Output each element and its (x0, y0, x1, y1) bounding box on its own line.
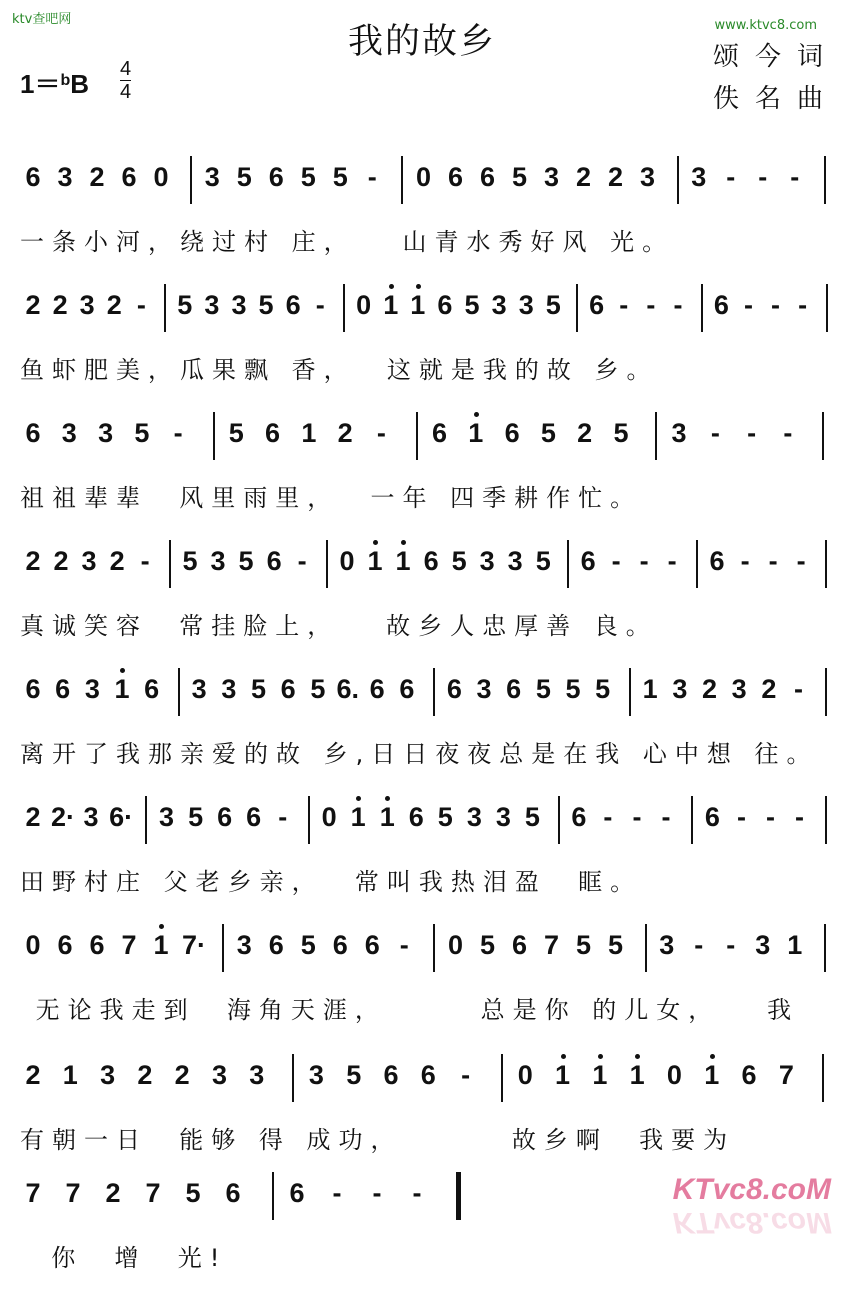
barline (178, 668, 180, 716)
octave-up-dot (561, 1054, 566, 1059)
barline (655, 412, 657, 460)
lyrics-line: 无论我走到 海角天涯， 总是你 的儿女， 我 (20, 996, 800, 1024)
time-signature (120, 60, 131, 101)
note-extension: - (667, 546, 677, 576)
note-extension: - (399, 930, 409, 960)
note: 2· (51, 802, 76, 832)
note: 2 (52, 290, 68, 320)
note: 5 (250, 674, 267, 704)
barline (222, 924, 224, 972)
lyrics-line: 离开了我那亲爱的故 乡,日日夜夜总是在我 心中想 往。 (20, 740, 819, 768)
barline (822, 412, 824, 460)
note-extension: - (278, 802, 288, 832)
note: 5 (332, 162, 348, 192)
note: 3 (83, 802, 99, 832)
barline (272, 1172, 274, 1220)
note: 3 (518, 290, 534, 320)
note: 7 (145, 1178, 161, 1208)
octave-up-dot (385, 796, 390, 801)
note: 1 (468, 418, 484, 448)
note: 2 (137, 1060, 153, 1090)
note: 6 (289, 1178, 305, 1208)
note: 6 (383, 1060, 399, 1090)
note: 3 (495, 802, 511, 832)
note-extension: - (140, 546, 150, 576)
note-extension: - (710, 418, 720, 448)
note-extension: - (332, 1178, 342, 1208)
note: 5 (437, 802, 453, 832)
note: 0 (447, 930, 464, 960)
note: 3 (544, 162, 560, 192)
note: 5 (613, 418, 629, 448)
note: 5 (182, 546, 198, 576)
note-extension: - (376, 418, 386, 448)
note: 3 (221, 674, 237, 704)
note: 3 (659, 930, 675, 960)
note: 2 (25, 290, 41, 320)
note-extension: - (372, 1178, 382, 1208)
flat-sign: b (60, 72, 71, 89)
note: 7 (65, 1178, 81, 1208)
note: 6 (447, 162, 464, 192)
key-signature: 1＝$^b$B (20, 69, 90, 99)
note-extension: - (743, 290, 753, 320)
barline (213, 412, 215, 460)
note-extension: - (173, 418, 183, 448)
note: 5 (300, 930, 316, 960)
note-extension: - (766, 802, 775, 832)
song-title: 我的故乡 (348, 22, 497, 62)
note-extension: - (315, 290, 325, 320)
note: 3 (231, 290, 247, 320)
note: 0 (153, 162, 169, 192)
lyricist-credit: 颂今词 (712, 42, 839, 72)
note-extension: - (726, 930, 736, 960)
notation-system (0, 792, 861, 922)
note: 7 (544, 930, 560, 960)
note: 1 (153, 930, 169, 960)
notation-system (0, 1050, 861, 1180)
note-extension: - (461, 1060, 471, 1090)
note: 2 (105, 1178, 121, 1208)
note-extension: - (412, 1178, 422, 1208)
lyrics-line: 你 增 光! (20, 1244, 228, 1272)
note: 3 (308, 1060, 324, 1090)
barline (629, 668, 631, 716)
note: 6 (704, 802, 720, 832)
note: 6 (589, 290, 605, 320)
note: 5 (300, 162, 316, 192)
barline (326, 540, 328, 588)
note: 6 (399, 674, 415, 704)
barline (169, 540, 171, 588)
note: 1 (379, 802, 395, 832)
note: 6 (144, 674, 160, 704)
octave-up-dot (120, 668, 125, 673)
note: 2 (761, 674, 777, 704)
note: 2 (89, 162, 105, 192)
note: 1 (787, 930, 803, 960)
note: 6. (336, 674, 360, 704)
notation-line (0, 152, 861, 224)
note: 3 (57, 162, 73, 192)
notation-line (0, 920, 861, 992)
note-extension: - (747, 418, 757, 448)
note: 3 (84, 674, 100, 704)
note: 1 (383, 290, 399, 320)
barline (416, 412, 418, 460)
note: 5 (524, 802, 540, 832)
notation-system (0, 664, 861, 794)
barline (567, 540, 569, 588)
barline (343, 284, 345, 332)
note-extension: - (796, 546, 806, 576)
note: 2 (576, 162, 592, 192)
note: 5 (535, 674, 551, 704)
octave-up-dot (474, 412, 479, 417)
note: 3 (755, 930, 771, 960)
barline (691, 796, 693, 844)
note: 6 (268, 930, 284, 960)
note: 6 (55, 674, 71, 704)
barline (433, 668, 435, 716)
credits (713, 36, 839, 120)
note: 5 (177, 290, 193, 320)
notation-line (0, 408, 861, 480)
barline (824, 924, 826, 972)
barline (645, 924, 647, 972)
note-extension: - (661, 802, 671, 832)
note: 6 (25, 674, 41, 704)
note: 6 (25, 162, 41, 192)
site-logo: KTvc8.coM (672, 1173, 831, 1206)
barline (433, 924, 435, 972)
note: 6 (580, 546, 596, 576)
note: 3 (204, 290, 220, 320)
barline (145, 796, 147, 844)
notation-line (0, 280, 861, 352)
note: 6· (109, 802, 134, 832)
note: 0 (415, 162, 431, 192)
note: 6 (408, 802, 424, 832)
note: 1 (62, 1060, 78, 1090)
note: 3 (507, 546, 523, 576)
octave-up-dot (401, 540, 406, 545)
note: 0 (666, 1060, 682, 1090)
note-extension: - (771, 290, 781, 320)
note: 6 (420, 1060, 436, 1090)
octave-up-dot (416, 284, 421, 289)
note: 3 (100, 1060, 116, 1090)
note-extension: - (795, 802, 805, 832)
note-extension: - (790, 162, 800, 192)
note-extension: - (740, 546, 750, 576)
note: 5 (608, 930, 624, 960)
note: 3 (249, 1060, 265, 1090)
notation-system (0, 536, 861, 666)
note: 2 (577, 418, 593, 448)
barline (164, 284, 166, 332)
octave-up-dot (356, 796, 361, 801)
note: 2 (25, 546, 41, 576)
note: 5 (451, 546, 467, 576)
barline (825, 540, 827, 588)
note: 6 (265, 418, 281, 448)
note: 2 (701, 674, 718, 704)
note: 5 (258, 290, 274, 320)
note: 5 (535, 546, 551, 576)
note: 3 (640, 162, 656, 192)
note-extension: - (798, 290, 808, 320)
note: 3 (61, 418, 77, 448)
note: 3 (671, 418, 687, 448)
notation-line (0, 1050, 861, 1122)
note: 2 (608, 162, 624, 192)
note-extension: - (297, 546, 307, 576)
watermark-right[interactable]: www.ktvc8.com (714, 18, 817, 33)
notation-line (0, 536, 861, 608)
note-extension: - (619, 290, 629, 320)
note: 1 (114, 674, 130, 704)
time-signature-top: 4 (120, 58, 132, 80)
note: 1 (704, 1060, 720, 1090)
notation-system (0, 408, 861, 538)
notation-line (0, 792, 861, 864)
note: 6 (571, 802, 587, 832)
note-extension: - (603, 802, 613, 832)
octave-up-dot (598, 1054, 603, 1059)
octave-up-dot (710, 1054, 715, 1059)
final-barline (456, 1172, 461, 1220)
note: 6 (431, 418, 448, 448)
note-extension: - (646, 290, 656, 320)
lyrics-line: 有朝一日 能够 得 成功， 故乡啊 我要为 (20, 1126, 736, 1154)
octave-up-dot (635, 1054, 640, 1059)
time-signature-bottom: 4 (120, 81, 132, 103)
note: 5 (565, 674, 581, 704)
site-logo-reflection: KTvc8.coM (672, 1206, 831, 1239)
note: 6 (504, 418, 520, 448)
note-extension: - (758, 162, 768, 192)
note-extension: - (736, 802, 746, 832)
barline (825, 796, 827, 844)
note: 0 (25, 930, 41, 960)
note: 6 (332, 930, 348, 960)
note: 7 (121, 930, 137, 960)
note-extension: - (367, 162, 377, 192)
note: 7 (25, 1178, 41, 1208)
barline (308, 796, 310, 844)
note: 6 (266, 546, 282, 576)
note-extension: - (783, 418, 793, 448)
notation-system (0, 280, 861, 410)
note: 6 (506, 674, 522, 704)
note: 2 (53, 546, 69, 576)
note: 5 (185, 1178, 201, 1208)
note: 3 (476, 674, 492, 704)
note: 7· (182, 930, 207, 960)
note-extension: - (673, 290, 683, 320)
note: 6 (246, 802, 262, 832)
note-extension: - (794, 674, 804, 704)
note: 3 (159, 802, 175, 832)
note: 3 (731, 674, 747, 704)
note: 6 (423, 546, 439, 576)
note: 5 (540, 418, 556, 448)
barline (825, 668, 827, 716)
note: 1 (367, 546, 383, 576)
note: 1 (642, 674, 658, 704)
note: 6 (437, 290, 453, 320)
barline (826, 284, 828, 332)
note: 2 (109, 546, 125, 576)
note: 6 (369, 674, 385, 704)
note: 3 (672, 674, 688, 704)
barline (401, 156, 403, 204)
note: 5 (134, 418, 150, 448)
note: 6 (479, 162, 496, 192)
note: 5 (310, 674, 326, 704)
note: 0 (339, 546, 355, 576)
note: 1 (410, 290, 426, 320)
note: 3 (479, 546, 495, 576)
note: 3 (210, 546, 226, 576)
lyrics-line: 祖祖辈辈 风里雨里， 一年 四季耕作忙。 (20, 484, 643, 512)
note: 6 (512, 930, 528, 960)
note: 3 (466, 802, 482, 832)
note: 0 (517, 1060, 533, 1090)
note: 3 (211, 1060, 227, 1090)
note: 5 (346, 1060, 362, 1090)
note-extension: - (632, 802, 642, 832)
note: 3 (191, 674, 207, 704)
barline (696, 540, 698, 588)
note: 6 (57, 930, 73, 960)
note: 5 (479, 930, 496, 960)
note-extension: - (611, 546, 621, 576)
note-extension: - (136, 290, 146, 320)
note: 6 (741, 1060, 757, 1090)
note: 2 (337, 418, 353, 448)
note-extension: - (694, 930, 704, 960)
notation-system (0, 920, 861, 1050)
note: 6 (446, 674, 462, 704)
note: 6 (225, 1178, 241, 1208)
note: 5 (236, 162, 252, 192)
note: 2 (106, 290, 122, 320)
watermark-left: ktv查吧网 (12, 12, 72, 27)
note: 5 (228, 418, 244, 448)
barline (190, 156, 192, 204)
note: 3 (81, 546, 97, 576)
lyrics-line: 田野村庄 父老乡亲， 常叫我热泪盈 眶。 (20, 868, 643, 896)
note: 6 (89, 930, 105, 960)
note: 3 (98, 418, 114, 448)
note: 6 (268, 162, 284, 192)
barline (292, 1054, 294, 1102)
note-extension: - (726, 162, 736, 192)
octave-up-dot (373, 540, 378, 545)
note: 1 (555, 1060, 571, 1090)
note: 5 (576, 930, 592, 960)
note: 5 (545, 290, 561, 320)
note: 6 (121, 162, 137, 192)
note: 1 (629, 1060, 645, 1090)
note: 6 (285, 290, 301, 320)
note: 6 (217, 802, 233, 832)
note: 2 (25, 802, 41, 832)
note: 3 (79, 290, 95, 320)
note: 1 (395, 546, 411, 576)
barline (824, 156, 826, 204)
note: 0 (356, 290, 372, 320)
note: 1 (350, 802, 366, 832)
note: 5 (238, 546, 254, 576)
barline (822, 1054, 824, 1102)
lyrics-line: 真诚笑容 常挂脸上， 故乡人忠厚善 良。 (20, 612, 658, 640)
note: 6 (709, 546, 725, 576)
note: 5 (595, 674, 611, 704)
note: 3 (491, 290, 507, 320)
note: 5 (512, 162, 528, 192)
notation-line (0, 664, 861, 736)
note: 5 (464, 290, 480, 320)
note: 2 (174, 1060, 190, 1090)
notation-system (0, 152, 861, 282)
note: 6 (280, 674, 296, 704)
note: 1 (592, 1060, 608, 1090)
note: 7 (778, 1060, 794, 1090)
note: 3 (691, 162, 707, 192)
note: 3 (204, 162, 220, 192)
note: 6 (25, 418, 41, 448)
note: 1 (301, 418, 317, 448)
lyrics-line: 鱼虾肥美，瓜果飘 香， 这就是我的故 乡。 (20, 356, 659, 384)
barline (501, 1054, 503, 1102)
note: 2 (25, 1060, 41, 1090)
lyrics-line: 一条小河，绕过村 庄， 山青水秀好风 光。 (20, 228, 675, 256)
barline (576, 284, 578, 332)
composer-credit: 佚名曲 (712, 84, 839, 114)
note: 0 (321, 802, 337, 832)
note: 6 (364, 930, 380, 960)
octave-up-dot (159, 924, 164, 929)
octave-up-dot (389, 284, 394, 289)
note-extension: - (639, 546, 649, 576)
note: 5 (188, 802, 204, 832)
barline (701, 284, 703, 332)
note-extension: - (768, 546, 778, 576)
note: 3 (236, 930, 252, 960)
barline (558, 796, 560, 844)
note: 6 (713, 290, 729, 320)
barline (677, 156, 679, 204)
